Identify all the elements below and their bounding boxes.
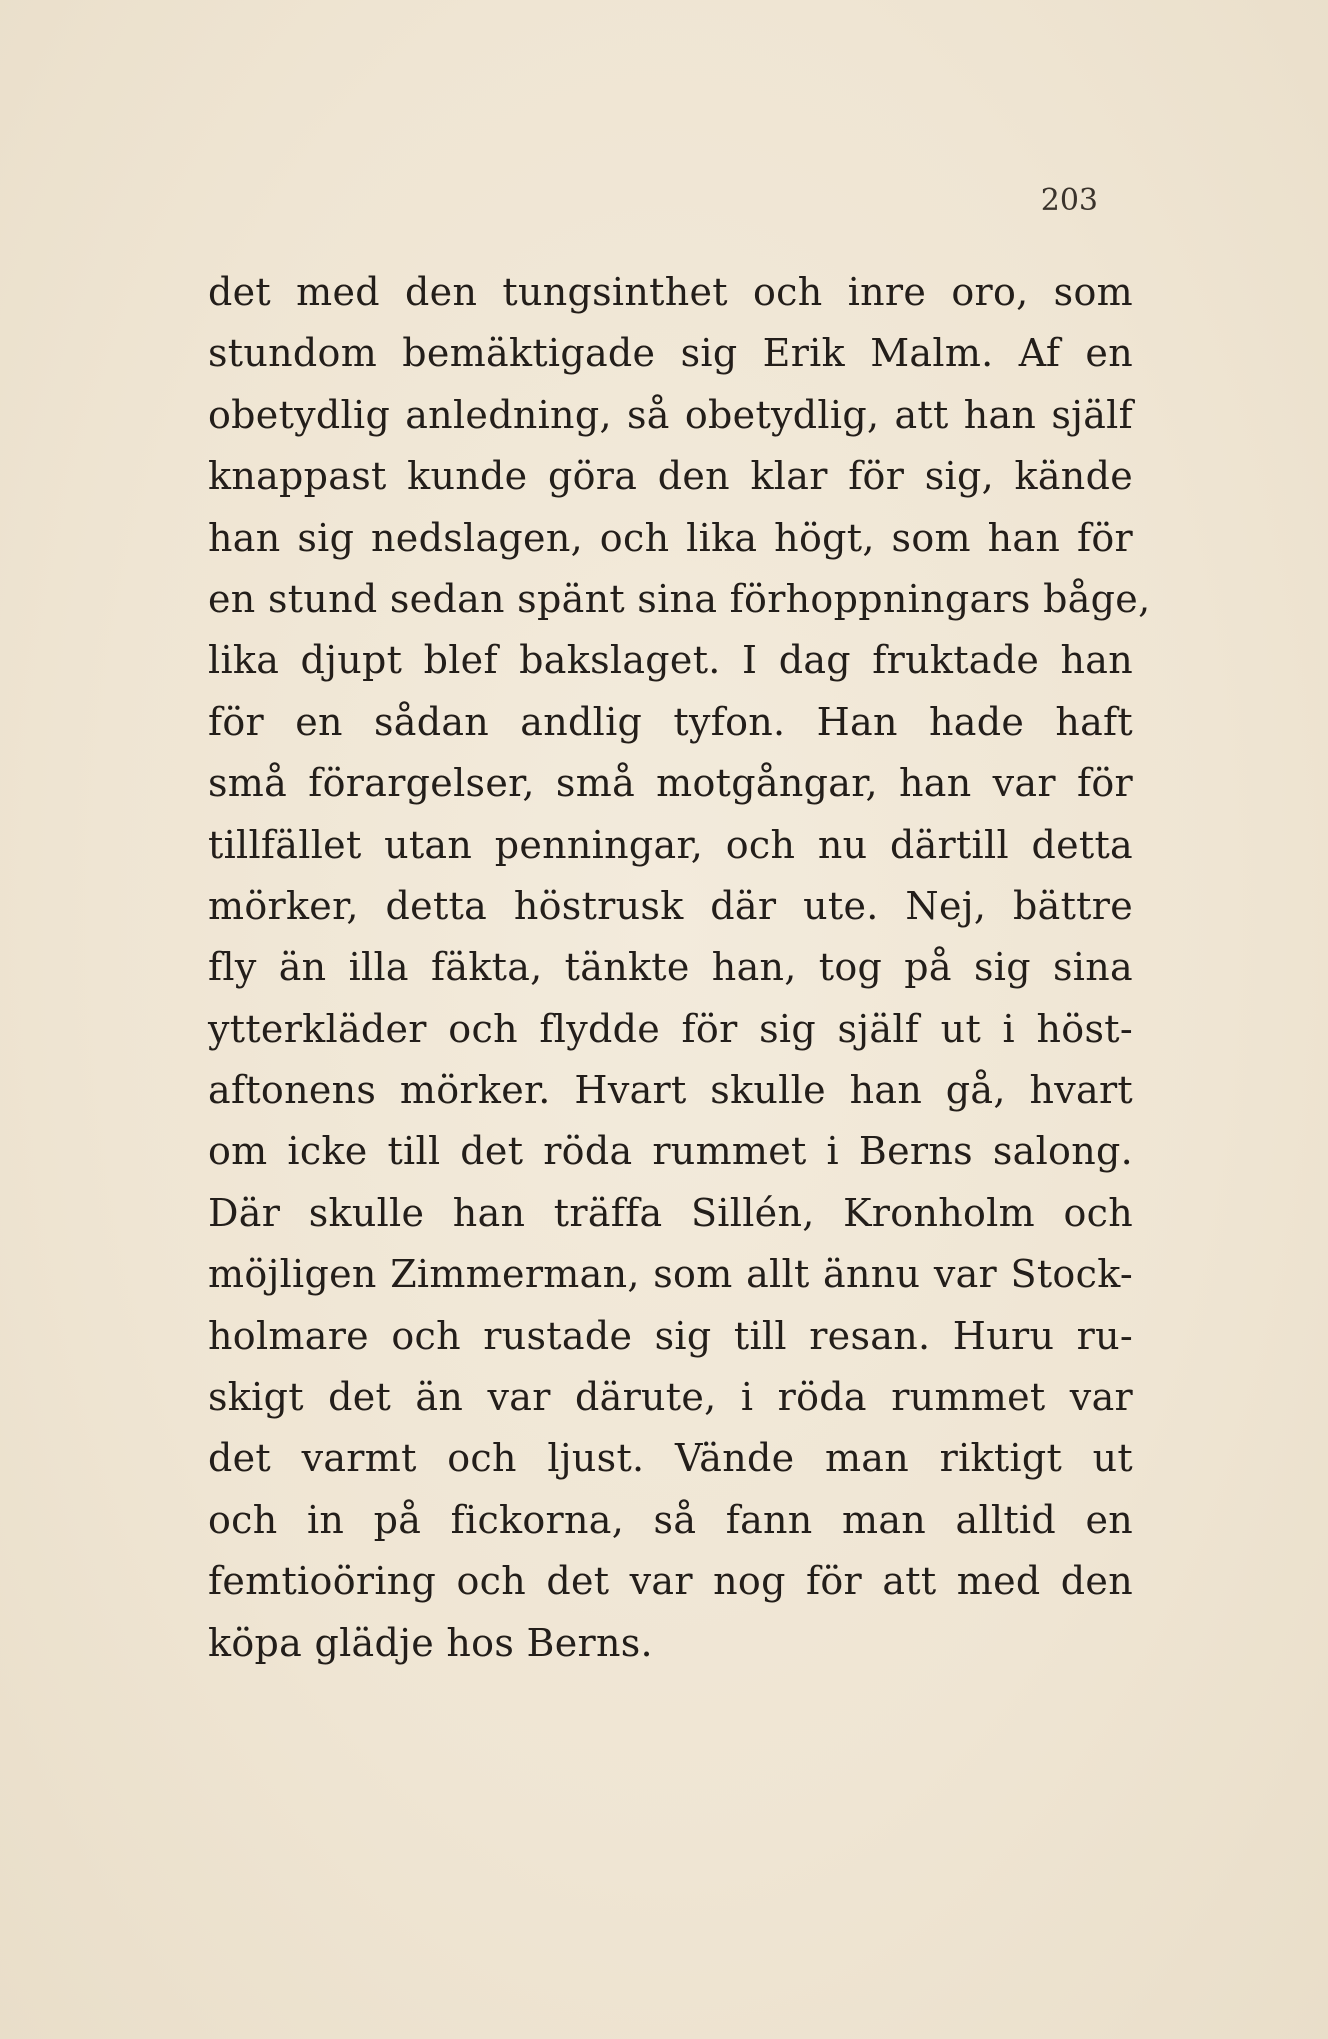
text-line: för en sådan andlig tyfon. Han hade haft [208, 699, 1133, 744]
text-line: det med den tungsinthet och inre oro, som [208, 270, 1133, 314]
text-line: femtioöring och det var nog för att med den [208, 1559, 1133, 1604]
text-line: köpa glädje hos Berns. [208, 1620, 653, 1665]
text-line: möjligen Zimmerman, som allt ännu var Stock- [208, 1252, 1133, 1297]
text-line: mörker, detta höstrusk där ute. Nej, bättre [208, 883, 1133, 928]
text-line: skigt det än var därute, i röda rummet var [208, 1375, 1133, 1420]
text-line: en stund sedan spänt sina förhoppningars båge, [208, 576, 1151, 621]
text-line: lika djupt blef bakslaget. I dag fruktade han [208, 638, 1133, 683]
text-line: Där skulle han träffa Sillén, Kronholm och [208, 1190, 1133, 1235]
text-line: obetydlig anledning, så obetydlig, att han själf [208, 392, 1133, 437]
text-line: han sig nedslagen, och lika högt, som han för [208, 515, 1133, 560]
text-line: och in på fickorna, så fann man alltid en [208, 1497, 1133, 1542]
text-line: tillfället utan penningar, och nu därtill detta [208, 822, 1133, 867]
text-line: små förargelser, små motgångar, han var för [208, 761, 1133, 806]
text-line: holmare och rustade sig till resan. Huru ru- [208, 1313, 1133, 1358]
text-line: stundom bemäktigade sig Erik Malm. Af en [208, 331, 1133, 376]
text-line: om icke till det röda rummet i Berns salong. [208, 1129, 1133, 1174]
text-line: aftonens mörker. Hvart skulle han gå, hvart [208, 1068, 1133, 1113]
text-line: det varmt och ljust. Vände man riktigt ut [208, 1436, 1133, 1481]
page-number: 203 [1040, 183, 1098, 218]
body-text [208, 262, 1151, 1674]
text-line: fly än illa fäkta, tänkte han, tog på sig sina [208, 945, 1133, 990]
text-line: ytterkläder och flydde för sig själf ut i höst- [208, 1006, 1133, 1051]
text-line: knappast kunde göra den klar för sig, kände [208, 454, 1133, 499]
